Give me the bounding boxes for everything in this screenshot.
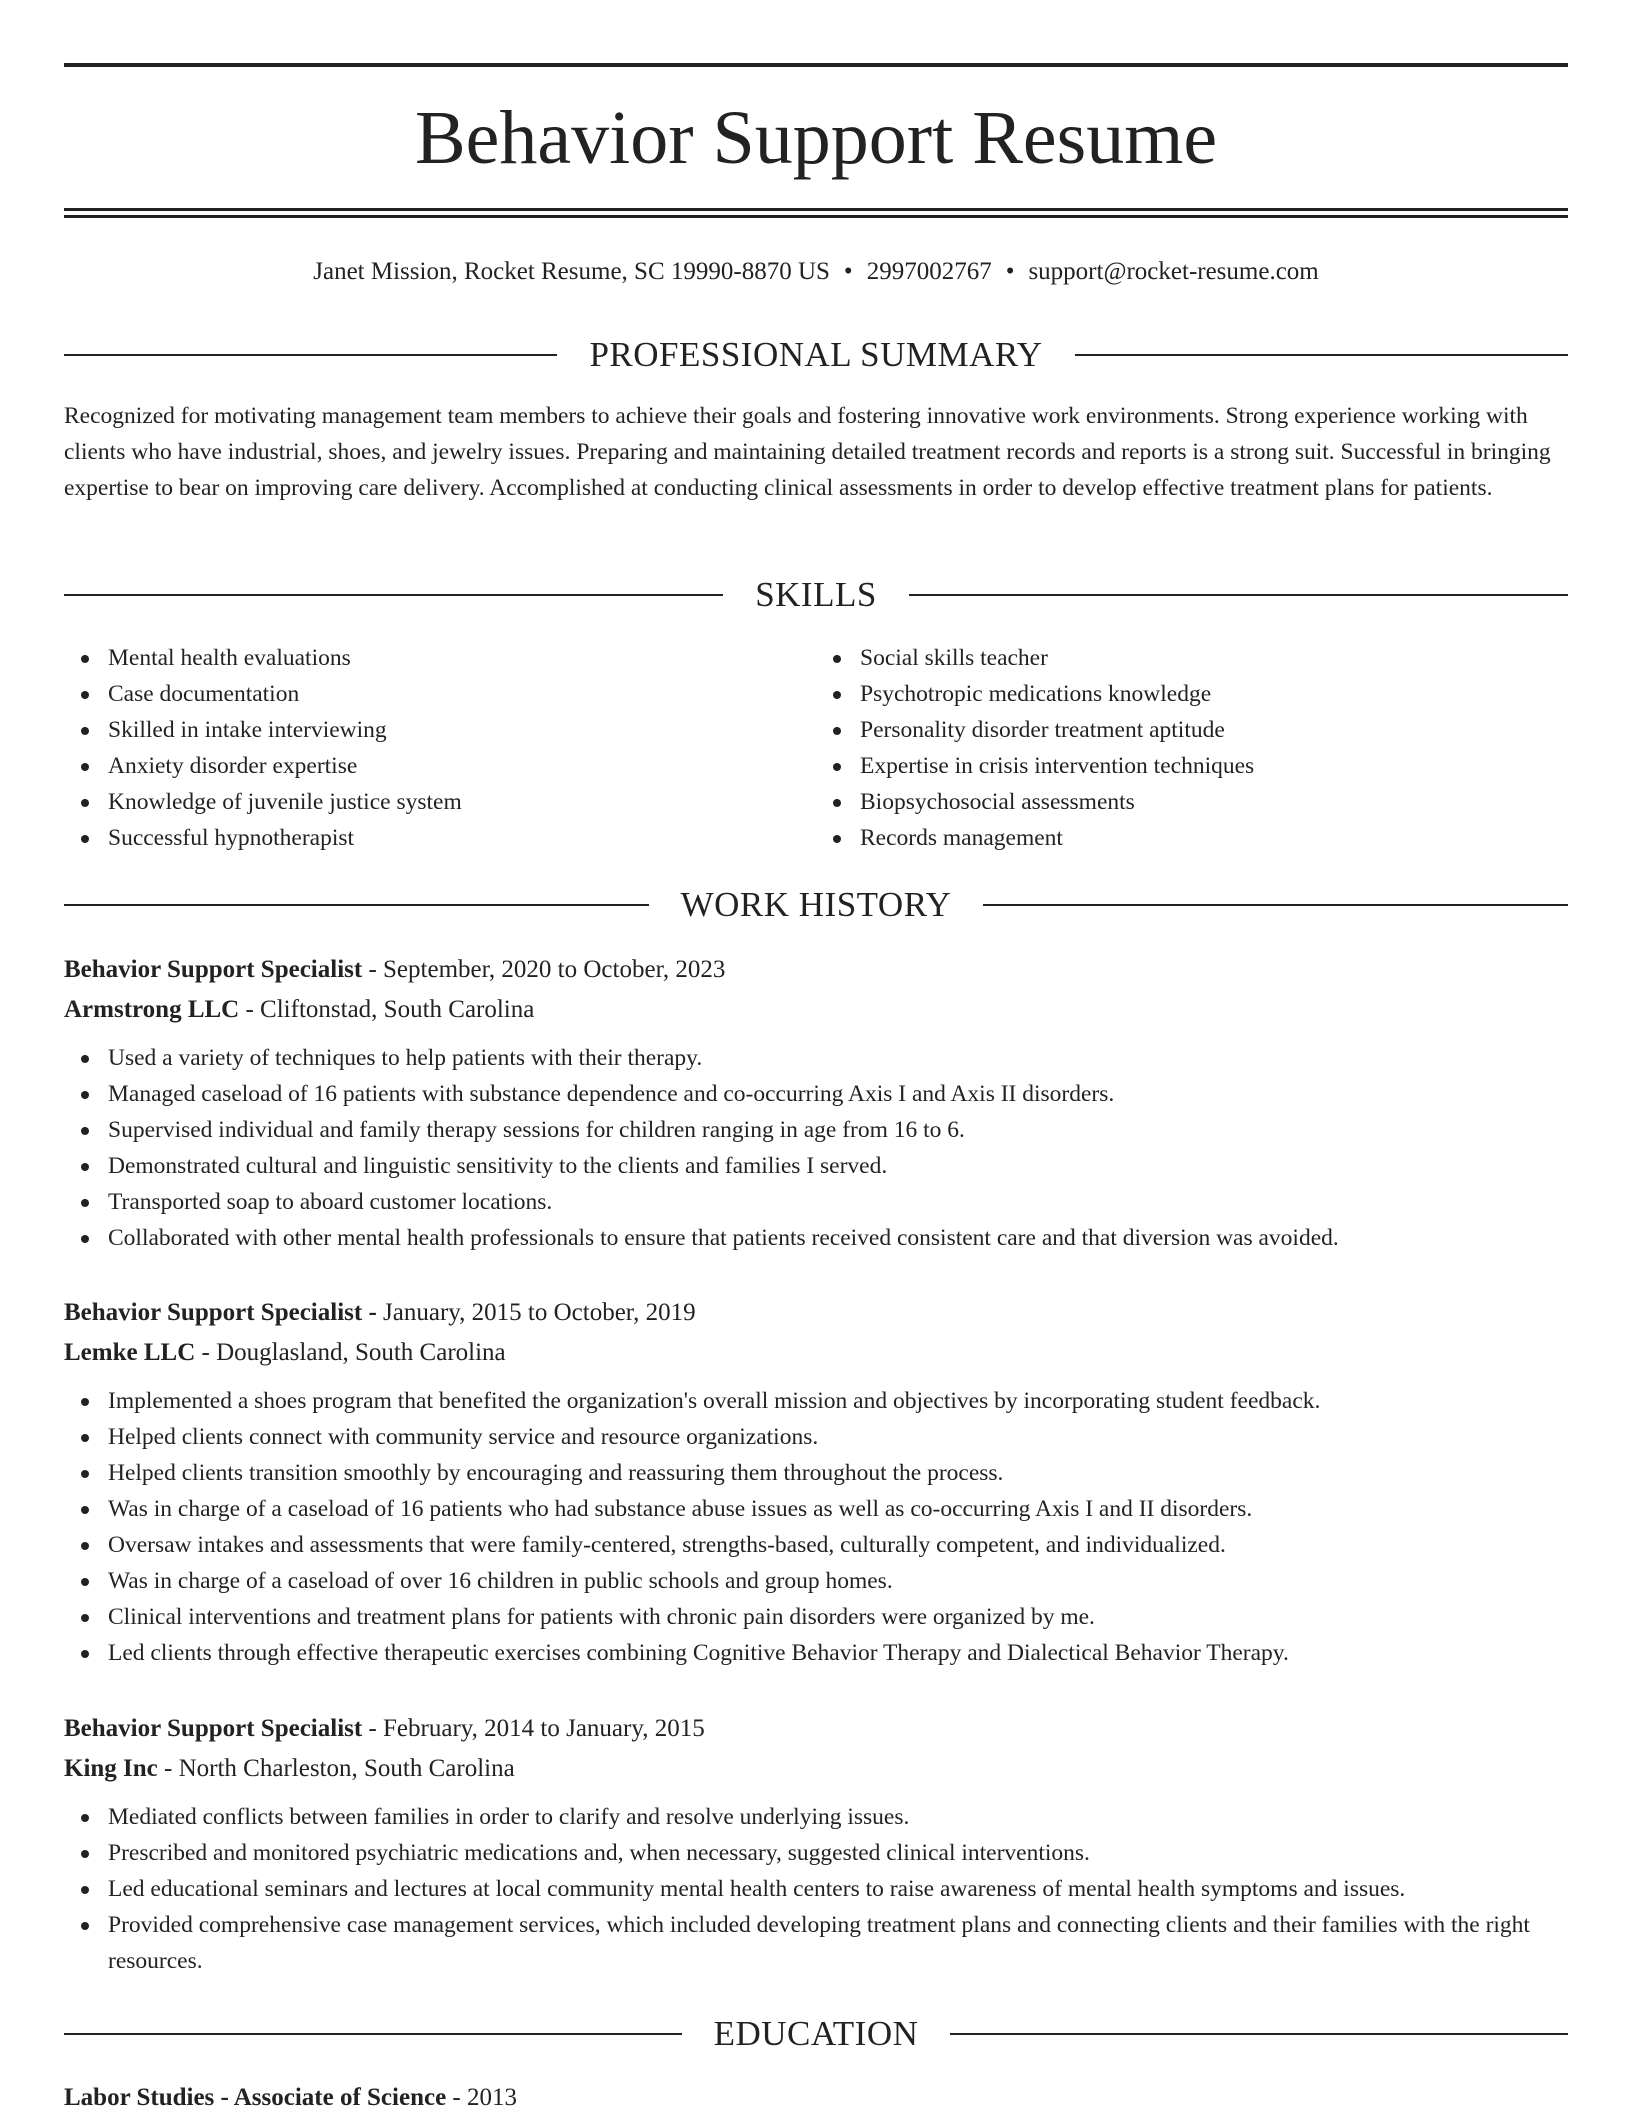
job-title: Behavior Support Specialist: [64, 1715, 363, 1742]
job-bullet: Implemented a shoes program that benefited the organization's overall mission and objectives by incorporating student feedback.: [108, 1383, 1568, 1419]
summary-text: Recognized for motivating management team members to achieve their goals and fostering innovative work environments. Strong experience working with clients who have industrial, shoes, and jewelry issues. Preparing and maintaining detailed treatment records and reports is a strong suit. Successful in bringing expertise to bear on improving care delivery. Accomplished at conducting clinical assessments in order to develop effective treatment plans for patients.: [64, 403, 1551, 501]
job-company-line: [64, 990, 1568, 1030]
skill-item: Anxiety disorder expertise: [108, 748, 816, 784]
section-title: EDUCATION: [713, 2014, 919, 2053]
job-location: - Douglasland, South Carolina: [195, 1339, 506, 1366]
section-header-education: [64, 2012, 1568, 2056]
section-rule: [64, 2033, 682, 2035]
contact-phone: 2997002767: [866, 258, 992, 285]
job-dates: January, 2015 to October, 2019: [376, 1299, 696, 1326]
section-rule: [909, 594, 1568, 596]
job-title-line: [64, 950, 1568, 990]
skill-item: Skilled in intake interviewing: [108, 712, 816, 748]
section-title: WORK HISTORY: [680, 885, 952, 924]
job-bullet: Mediated conflicts between families in order to clarify and resolve underlying issues.: [108, 1799, 1568, 1835]
skill-item: Mental health evaluations: [108, 640, 816, 676]
section-rule: [64, 354, 557, 356]
top-rule: [64, 63, 1568, 67]
contact-separator: •: [1005, 258, 1015, 285]
contact-separator: •: [843, 258, 853, 285]
job-bullet: Clinical interventions and treatment plans for patients with chronic pain disorders were organized by me.: [108, 1599, 1568, 1635]
job-location: - Cliftonstad, South Carolina: [239, 996, 535, 1023]
skills-column-left: [64, 640, 816, 856]
job-bullet: Helped clients connect with community service and resource organizations.: [108, 1419, 1568, 1455]
job-company-line: [64, 1333, 1568, 1373]
section-title: PROFESSIONAL SUMMARY: [589, 335, 1043, 374]
job-title-line: [64, 1709, 1568, 1749]
education-year: - 2013: [446, 2084, 517, 2111]
section-rule: [1075, 354, 1568, 356]
education-entry: [64, 2078, 1568, 2118]
job-bullet: Oversaw intakes and assessments that were family-centered, strengths-based, culturally competent, and individualized.: [108, 1527, 1568, 1563]
job-company: King Inc: [64, 1755, 158, 1782]
job-dates: - September, 2020 to October, 2023: [362, 956, 726, 983]
job-bullet: Transported soap to aboard customer locations.: [108, 1184, 1568, 1220]
section-rule: [983, 904, 1568, 906]
job-entry: [64, 950, 1568, 1256]
section-title: SKILLS: [755, 575, 877, 614]
job-company: Armstrong LLC: [64, 996, 240, 1023]
skill-item: Psychotropic medications knowledge: [860, 676, 1568, 712]
title-rule-lower: [64, 215, 1568, 218]
skill-item: Expertise in crisis intervention techniques: [860, 748, 1568, 784]
skill-item: Biopsychosocial assessments: [860, 784, 1568, 820]
contact-line: [64, 256, 1568, 288]
section-rule: [64, 904, 649, 906]
job-bullet: Managed caseload of 16 patients with substance dependence and co-occurring Axis I and Axis II disorders.: [108, 1076, 1568, 1112]
job-bullets: [64, 1799, 1568, 1979]
section-header-summary: [64, 333, 1568, 377]
skill-item: Case documentation: [108, 676, 816, 712]
job-entry: [64, 1293, 1568, 1671]
job-bullets: [64, 1040, 1568, 1256]
job-title: Behavior Support Specialist -: [64, 1299, 377, 1326]
contact-email: support@rocket-resume.com: [1028, 258, 1319, 285]
job-bullet: Provided comprehensive case management services, which included developing treatment plans and connecting clients and their families with the right resources.: [108, 1907, 1568, 1979]
job-bullets: [64, 1383, 1568, 1671]
job-company-line: [64, 1749, 1568, 1789]
job-bullet: Used a variety of techniques to help patients with their therapy.: [108, 1040, 1568, 1076]
education-degree: Labor Studies - Associate of Science: [64, 2084, 447, 2111]
section-header-work: [64, 883, 1568, 927]
job-entry: [64, 1709, 1568, 1979]
section-rule: [64, 594, 723, 596]
skill-item: Personality disorder treatment aptitude: [860, 712, 1568, 748]
job-bullet: Was in charge of a caseload of over 16 children in public schools and group homes.: [108, 1563, 1568, 1599]
job-bullet: Helped clients transition smoothly by encouraging and reassuring them throughout the process.: [108, 1455, 1568, 1491]
section-header-skills: [64, 573, 1568, 617]
job-location: - North Charleston, South Carolina: [157, 1755, 515, 1782]
section-rule: [950, 2033, 1568, 2035]
job-company: Lemke LLC: [64, 1339, 196, 1366]
job-bullet: Collaborated with other mental health professionals to ensure that patients received consistent care and that diversion was avoided.: [108, 1220, 1568, 1256]
skills-column-right: [816, 640, 1568, 856]
skill-item: Records management: [860, 820, 1568, 856]
job-title-line: [64, 1293, 1568, 1333]
title-rule-upper: [64, 208, 1568, 211]
job-bullet: Led educational seminars and lectures at local community mental health centers to raise awareness of mental health symptoms and issues.: [108, 1871, 1568, 1907]
job-bullet: Led clients through effective therapeutic exercises combining Cognitive Behavior Therapy and Dialectical Behavior Therapy.: [108, 1635, 1568, 1671]
job-dates: - February, 2014 to January, 2015: [362, 1715, 705, 1742]
job-bullet: Supervised individual and family therapy sessions for children ranging in age from 16 to 6.: [108, 1112, 1568, 1148]
skill-item: Successful hypnotherapist: [108, 820, 816, 856]
job-bullet: Demonstrated cultural and linguistic sensitivity to the clients and families I served.: [108, 1148, 1568, 1184]
skill-item: Knowledge of juvenile justice system: [108, 784, 816, 820]
skill-item: Social skills teacher: [860, 640, 1568, 676]
job-bullet: Was in charge of a caseload of 16 patients who had substance abuse issues as well as co-occurring Axis I and II disorders.: [108, 1491, 1568, 1527]
skills-list: [64, 640, 1568, 856]
job-bullet: Prescribed and monitored psychiatric medications and, when necessary, suggested clinical interventions.: [108, 1835, 1568, 1871]
resume-title: Behavior Support Resume: [414, 96, 1218, 180]
job-title: Behavior Support Specialist: [64, 956, 363, 983]
contact-address: Janet Mission, Rocket Resume, SC 19990-8870 US: [313, 258, 830, 285]
